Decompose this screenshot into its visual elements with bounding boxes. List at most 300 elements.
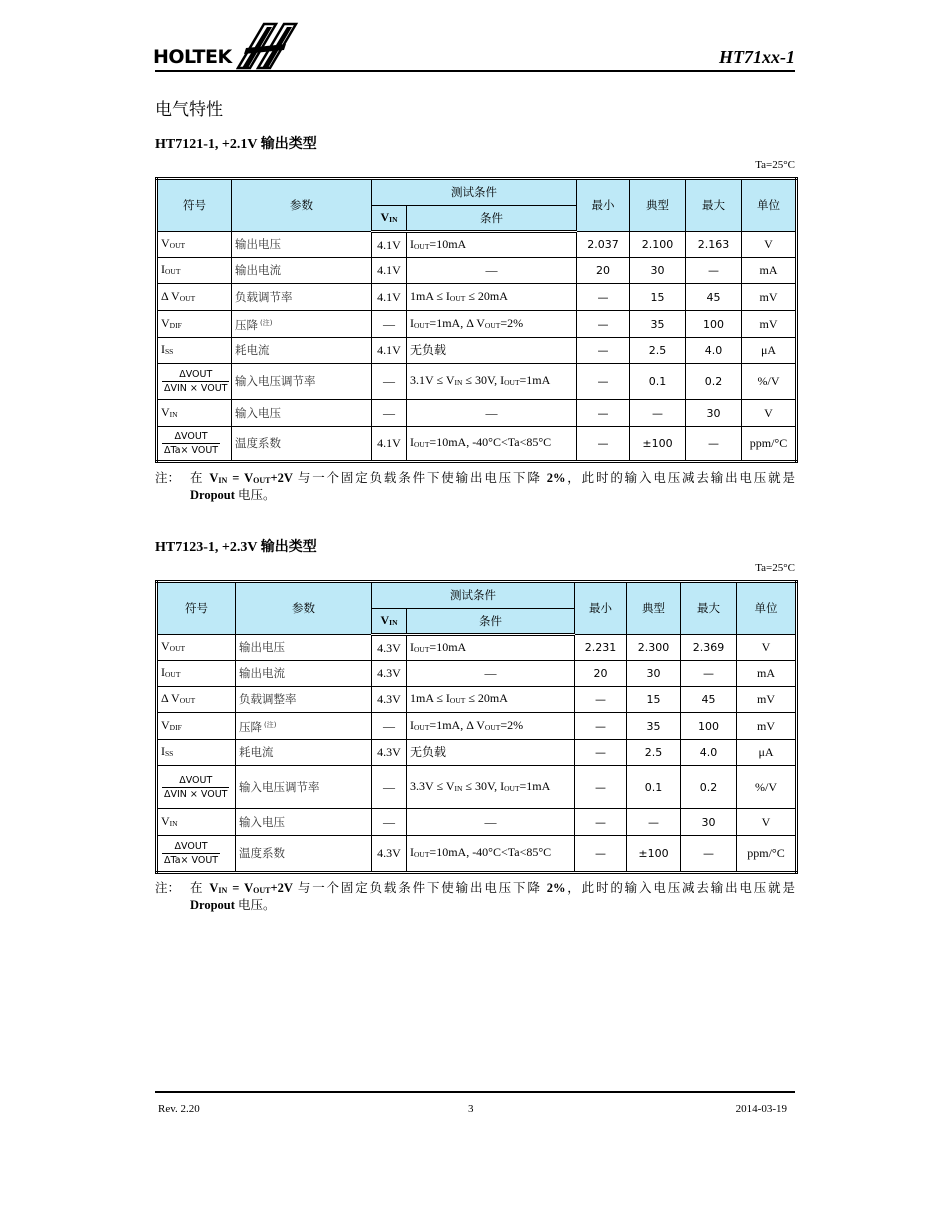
text-run: 电压。	[234, 898, 276, 912]
symbol-cell	[157, 284, 232, 311]
subscript-text: DIF	[169, 722, 182, 732]
text-run: I	[410, 717, 414, 732]
parameter-cell	[232, 232, 372, 258]
header-vin-main: V	[380, 612, 390, 627]
cell-value: 0.2	[704, 375, 723, 388]
header-symbol: 符号	[157, 179, 232, 232]
text-run: I	[161, 262, 165, 276]
cell-value: 15	[650, 290, 665, 304]
subscript-text: OUT	[484, 320, 501, 330]
header-typ: 典型	[630, 179, 686, 232]
cell-value: 2.100	[641, 238, 674, 251]
text-run: =1mA, Δ V	[429, 717, 485, 732]
subscript-text: OUT	[169, 241, 186, 250]
text-run: =1mA, Δ V	[429, 315, 485, 330]
subscript-text: OUT	[484, 722, 501, 732]
cell-value: mV	[757, 692, 775, 706]
symbol-cell	[157, 661, 236, 687]
typ-cell	[630, 338, 686, 364]
symbol-cell	[157, 427, 232, 462]
typ-cell	[630, 232, 686, 258]
subscript-text: OUT	[414, 850, 430, 859]
max-cell	[686, 232, 742, 258]
subscript-text: OUT	[179, 696, 196, 705]
header-vin	[372, 609, 407, 635]
cell-value: 4.1V	[377, 436, 401, 450]
cell-value: 35	[646, 719, 661, 733]
parameter-cell	[236, 661, 372, 687]
header-vin	[372, 206, 407, 232]
max-cell	[686, 338, 742, 364]
text-run: 与一个固定负载条件下使输出电压下降	[292, 881, 547, 895]
cell-value: 4.3V	[377, 666, 401, 680]
condition-cell	[407, 635, 575, 661]
parameter-cell	[232, 364, 372, 400]
text-run: V	[209, 881, 219, 895]
cell-value: —	[597, 437, 609, 450]
text-run: I	[161, 665, 165, 679]
cell-value: V	[764, 405, 773, 420]
parameter-cell	[232, 311, 372, 338]
cell-value: mV	[757, 718, 775, 733]
typ-cell	[630, 364, 686, 400]
text-run: ≤ 20mA	[465, 691, 508, 705]
typ-cell	[630, 258, 686, 284]
typ-cell	[627, 766, 681, 809]
cell-value: 35	[650, 317, 665, 331]
fraction-numerator: ΔVOUT	[162, 431, 220, 444]
table-row	[157, 232, 797, 258]
cell-value: —	[597, 344, 609, 357]
text-run: 3.1V ≤ V	[410, 373, 455, 387]
note-label: 注：	[155, 471, 181, 485]
condition-cell	[407, 740, 575, 766]
cell-value: —	[597, 375, 609, 388]
symbol-cell	[157, 713, 236, 740]
vin-cell	[372, 364, 407, 400]
ambient-temperature: Ta=25°C	[755, 562, 795, 574]
text-run: —	[484, 666, 497, 680]
text-run: ，此时的输入电压减去输出电压就是	[565, 471, 795, 485]
cell-value: mV	[759, 289, 778, 304]
symbol-fraction	[162, 431, 220, 456]
cell-value: —	[595, 693, 606, 706]
typ-cell	[630, 284, 686, 311]
cell-value: —	[595, 847, 606, 860]
table-row	[157, 427, 797, 462]
unit-cell	[737, 635, 797, 661]
superscript-text: (注)	[264, 720, 277, 729]
typ-cell	[627, 809, 681, 836]
header-condition: 条件	[407, 206, 577, 232]
text-run: 1mA ≤ I	[410, 288, 450, 303]
text-run: Δ V	[161, 288, 180, 303]
header-symbol: 符号	[157, 582, 236, 635]
text-run: 输出电流	[235, 263, 281, 277]
vin-cell	[372, 635, 407, 661]
cell-value: ppm/°C	[747, 846, 785, 860]
footer-rule	[155, 1091, 795, 1093]
cell-value: %/V	[757, 374, 780, 388]
text-run: 输入电压	[239, 814, 285, 829]
cell-value: —	[383, 316, 395, 331]
section-title: 电气特性	[155, 100, 223, 120]
max-cell	[686, 427, 742, 462]
header-max: 最大	[681, 582, 737, 635]
parameter-cell	[232, 338, 372, 364]
cell-value: —	[595, 719, 606, 733]
cell-value: 100	[698, 719, 719, 733]
note-text-line2	[190, 897, 276, 913]
cell-value: 4.3V	[377, 640, 401, 655]
condition-cell	[407, 427, 577, 462]
unit-cell	[742, 400, 797, 427]
symbol-cell	[157, 338, 232, 364]
symbol-cell	[157, 311, 232, 338]
cell-value: —	[648, 815, 659, 829]
table-header-row	[157, 582, 797, 609]
text-run: I	[410, 236, 414, 251]
subscript-text: SS	[165, 749, 174, 758]
min-cell	[577, 364, 630, 400]
condition-cell	[407, 713, 575, 740]
text-run: 温度系数	[239, 846, 285, 860]
table-row	[157, 364, 797, 400]
vin-cell	[372, 836, 407, 873]
table-row	[157, 400, 797, 427]
footer-date: 2014-03-19	[735, 1103, 787, 1115]
typ-cell	[630, 427, 686, 462]
table-row	[157, 338, 797, 364]
cell-value: V	[761, 640, 771, 654]
text-run: =10mA	[429, 236, 467, 251]
cell-value: 4.3V	[377, 846, 401, 860]
typ-cell	[630, 400, 686, 427]
text-run: 在	[190, 881, 210, 895]
note-text-line2	[190, 487, 276, 503]
footer-revision: Rev. 2.20	[158, 1103, 200, 1115]
superscript-text: (注)	[260, 318, 273, 327]
max-cell	[681, 687, 737, 713]
cell-value: —	[383, 814, 395, 829]
typ-cell	[627, 661, 681, 687]
header-unit: 单位	[742, 179, 797, 232]
cell-value: 4.0	[699, 746, 718, 759]
table-title-ht7123: HT7123-1, +2.3V 输出类型	[155, 540, 317, 555]
typ-cell	[627, 713, 681, 740]
text-run: 3.3V ≤ V	[410, 778, 455, 793]
cell-value: ±100	[638, 847, 669, 860]
subscript-text: OUT	[504, 378, 520, 387]
unit-cell	[742, 338, 797, 364]
text-run: =2%	[500, 315, 524, 330]
max-cell	[681, 740, 737, 766]
cell-value: —	[703, 847, 714, 860]
subscript-text: OUT	[414, 320, 430, 330]
unit-cell	[742, 258, 797, 284]
condition-cell	[407, 338, 577, 364]
min-cell	[575, 766, 627, 809]
condition-cell	[407, 661, 575, 687]
condition-cell	[407, 258, 577, 284]
text-run: —	[485, 405, 498, 420]
symbol-cell	[157, 635, 236, 661]
typ-cell	[627, 687, 681, 713]
min-cell	[575, 687, 627, 713]
min-cell	[575, 836, 627, 873]
symbol-cell	[157, 740, 236, 766]
text-run: Dropout	[190, 488, 235, 502]
parameter-cell	[236, 740, 372, 766]
text-run: ≤ 20mA	[465, 288, 508, 303]
table-row	[157, 740, 797, 766]
text-run: 电压。	[234, 488, 276, 502]
table-row	[157, 311, 797, 338]
cell-value: —	[595, 780, 606, 794]
header-vin-sub: IN	[389, 214, 398, 224]
cell-value: 30	[706, 406, 721, 420]
cell-value: 2.300	[637, 641, 670, 654]
header-vin-main: V	[380, 209, 390, 224]
fraction-numerator: ΔVOUT	[162, 775, 229, 788]
typ-cell	[630, 311, 686, 338]
subscript-text: OUT	[165, 267, 181, 276]
header-unit: 单位	[737, 582, 797, 635]
subscript-text: OUT	[414, 722, 430, 732]
cell-value: 2.5	[648, 344, 667, 357]
table-row	[157, 809, 797, 836]
min-cell	[575, 740, 627, 766]
header-max: 最大	[686, 179, 742, 232]
cell-value: 2.5	[644, 746, 663, 759]
subscript-text: OUT	[253, 886, 271, 895]
subscript-text: OUT	[414, 241, 430, 251]
spec-table-ht7123	[155, 580, 798, 874]
max-cell	[681, 635, 737, 661]
cell-value: 30	[650, 264, 665, 277]
cell-value: μA	[758, 745, 774, 759]
vin-cell	[372, 284, 407, 311]
text-run: =10mA, -40°C<Ta<85°C	[429, 845, 552, 859]
cell-value: 2.163	[697, 238, 730, 251]
text-run: 在	[190, 471, 210, 485]
fraction-denominator: ΔVIN × VOUT	[164, 788, 228, 800]
parameter-cell	[236, 809, 372, 836]
text-run: 压降	[239, 719, 262, 734]
min-cell	[577, 427, 630, 462]
unit-cell	[737, 740, 797, 766]
cell-value: 4.3V	[377, 745, 401, 759]
table-header-row	[157, 179, 797, 206]
text-run: 耗电流	[235, 343, 270, 357]
text-run: = V	[227, 471, 254, 485]
text-run: =10mA, -40°C<Ta<85°C	[429, 435, 552, 449]
cell-value: 0.1	[648, 375, 667, 388]
unit-cell	[737, 661, 797, 687]
cell-value: 20	[593, 667, 608, 680]
typ-cell	[627, 836, 681, 873]
unit-cell	[742, 232, 797, 258]
subscript-text: OUT	[179, 293, 196, 303]
cell-value: %/V	[755, 779, 777, 794]
cell-value: mV	[759, 316, 778, 331]
cell-value: 4.1V	[377, 237, 401, 252]
max-cell	[681, 836, 737, 873]
subscript-text: IN	[218, 476, 228, 485]
min-cell	[577, 284, 630, 311]
text-run: I	[410, 639, 414, 654]
text-run: V	[209, 471, 219, 485]
parameter-cell	[236, 635, 372, 661]
vin-cell	[372, 661, 407, 687]
text-run: I	[161, 342, 165, 356]
cell-value: 4.1V	[377, 343, 401, 357]
header-condition: 条件	[407, 609, 575, 635]
subscript-text: OUT	[504, 783, 520, 793]
condition-cell	[407, 400, 577, 427]
parameter-cell	[236, 766, 372, 809]
text-run: 1mA ≤ I	[410, 691, 450, 705]
symbol-fraction	[162, 841, 220, 866]
text-run: 输入电压	[235, 405, 281, 420]
min-cell	[577, 258, 630, 284]
cell-value: 2.231	[584, 641, 617, 654]
parameter-cell	[232, 427, 372, 462]
condition-cell	[407, 687, 575, 713]
table-row	[157, 661, 797, 687]
unit-cell	[737, 713, 797, 740]
ambient-temperature: Ta=25°C	[755, 159, 795, 171]
min-cell	[577, 311, 630, 338]
condition-cell	[407, 364, 577, 400]
subscript-text: OUT	[449, 696, 466, 705]
text-run: =10mA	[429, 639, 467, 654]
condition-cell	[407, 766, 575, 809]
text-run: 输出电流	[239, 666, 285, 680]
symbol-cell	[157, 687, 236, 713]
text-run: +2V	[270, 881, 293, 895]
fraction-numerator: ΔVOUT	[162, 369, 229, 382]
header-test-conditions: 测试条件	[372, 582, 575, 609]
typ-cell	[627, 740, 681, 766]
text-run: V	[161, 404, 170, 419]
text-run: 输入电压调节率	[239, 779, 320, 794]
subscript-text: OUT	[414, 440, 430, 449]
parameter-cell	[236, 687, 372, 713]
cell-value: 4.3V	[377, 692, 401, 706]
vin-cell	[372, 809, 407, 836]
unit-cell	[742, 311, 797, 338]
text-run: I	[161, 744, 165, 758]
subscript-text: OUT	[253, 476, 271, 485]
vin-cell	[372, 427, 407, 462]
cell-value: —	[597, 406, 609, 420]
cell-value: 2.369	[692, 641, 725, 654]
fraction-denominator: ΔTa× VOUT	[164, 445, 219, 456]
max-cell	[681, 713, 737, 740]
vin-cell	[372, 740, 407, 766]
cell-value: 30	[701, 815, 716, 829]
subscript-text: IN	[454, 783, 463, 793]
text-run: ，此时的输入电压减去输出电压就是	[565, 881, 795, 895]
note-text	[190, 470, 795, 489]
vin-cell	[372, 713, 407, 740]
cell-value: ppm/°C	[749, 436, 788, 450]
subscript-text: IN	[169, 818, 178, 828]
text-run: 温度系数	[235, 436, 281, 450]
max-cell	[681, 809, 737, 836]
cell-value: —	[597, 290, 609, 304]
typ-cell	[627, 635, 681, 661]
cell-value: 4.0	[704, 344, 723, 357]
cell-value: 20	[596, 264, 610, 277]
text-run: +2V	[270, 471, 293, 485]
vin-cell	[372, 766, 407, 809]
subscript-text: OUT	[449, 293, 466, 303]
text-run: =2%	[500, 717, 524, 732]
note-text	[190, 880, 795, 899]
condition-cell	[407, 836, 575, 873]
document-title: HT71xx-1	[719, 47, 795, 67]
text-run: ≤ 30V, I	[462, 778, 505, 793]
cell-value: μA	[760, 343, 777, 357]
table-title-ht7121: HT7121-1, +2.1V 输出类型	[155, 137, 317, 152]
vin-cell	[372, 338, 407, 364]
cell-value: 4.1V	[377, 263, 401, 277]
min-cell	[577, 232, 630, 258]
max-cell	[681, 766, 737, 809]
max-cell	[681, 661, 737, 687]
cell-value: 0.1	[644, 780, 663, 794]
header-parameter: 参数	[232, 179, 372, 232]
header-min: 最小	[575, 582, 627, 635]
cell-value: mA	[757, 666, 775, 680]
min-cell	[575, 809, 627, 836]
max-cell	[686, 311, 742, 338]
table-row	[157, 258, 797, 284]
unit-cell	[737, 809, 797, 836]
cell-value: 2.037	[587, 238, 619, 251]
cell-value: —	[703, 667, 714, 680]
footer-page-number: 3	[468, 1103, 474, 1115]
text-run: V	[161, 813, 170, 828]
unit-cell	[742, 427, 797, 462]
cell-value: —	[383, 374, 395, 388]
parameter-cell	[232, 400, 372, 427]
subscript-text: OUT	[165, 670, 181, 679]
text-run: Dropout	[190, 898, 235, 912]
min-cell	[575, 661, 627, 687]
cell-value: —	[383, 718, 395, 733]
cell-value: —	[597, 317, 609, 331]
cell-value: V	[764, 237, 773, 251]
note-label: 注：	[155, 881, 181, 895]
text-run: =1mA	[519, 778, 551, 793]
subscript-text: IN	[454, 378, 463, 387]
header-parameter: 参数	[236, 582, 372, 635]
cell-value: —	[708, 264, 719, 277]
cell-value: —	[595, 746, 606, 759]
text-run: 与一个固定负载条件下使输出电压下降	[292, 471, 547, 485]
max-cell	[686, 284, 742, 311]
cell-value: —	[383, 779, 395, 794]
vin-cell	[372, 258, 407, 284]
text-run: 输出电压	[239, 640, 285, 654]
table-row	[157, 836, 797, 873]
cell-value: 15	[646, 693, 661, 706]
header-vin-sub: IN	[389, 617, 398, 627]
text-run: 耗电流	[239, 745, 274, 759]
